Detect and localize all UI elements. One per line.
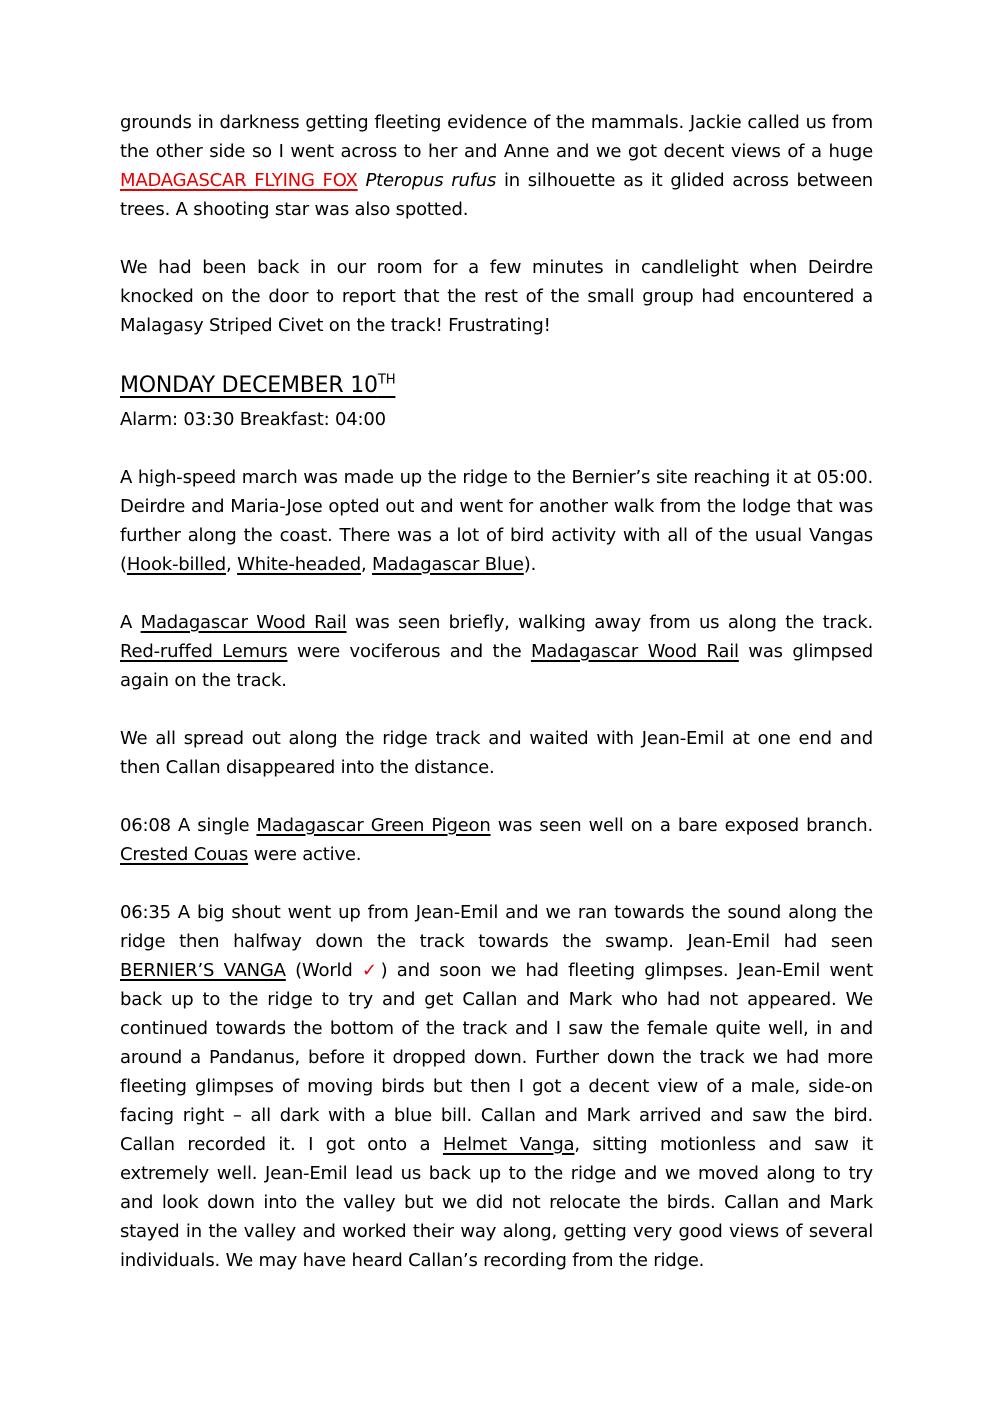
species-white-headed: White-headed — [237, 554, 361, 575]
text-run: MONDAY DECEMBER 10 — [120, 373, 378, 398]
text-run: , — [226, 554, 238, 575]
species-red-ruffed-lemurs: Red-ruffed Lemurs — [120, 641, 288, 662]
text-run: (World — [285, 960, 362, 981]
paragraph-high-speed-march — [120, 463, 873, 579]
species-helmet-vanga: Helmet Vanga — [442, 1134, 575, 1155]
paragraph-flying-fox — [120, 108, 873, 224]
species-madagascar-wood-rail: Madagascar Wood Rail — [140, 612, 347, 633]
text-run: A — [120, 612, 141, 633]
text-run: 06:35 A big shout went up from Jean-Emil and we ran towards the sound along the ridge then halfway down the track towards the swamp. Jean-Emil had seen — [120, 902, 873, 952]
text-run: was glimpsed again on the track. — [120, 641, 873, 691]
species-madagascar-blue: Madagascar Blue — [372, 554, 524, 575]
latin-name: Pteropus rufus — [365, 170, 497, 191]
text-run: grounds in darkness getting fleeting evidence of the mammals. Jackie called us from the other side so I went across to her and Anne and we got decent views of a huge — [120, 112, 873, 162]
paragraph-berniers-vanga — [120, 898, 873, 1275]
species-crested-couas: Crested Couas — [120, 844, 249, 865]
text-run: ) and soon we had fleeting glimpses. Jean-Emil went back up to the ridge to try and get Callan and Mark who had not appeared. We continued towards the bottom of the track and I saw the female quite well, in and around a Pandanus, before it dropped down. Further down the track we had more fleeting glimpses of moving birds but then I got a decent view of a male, side-on facing right – all dark with a blue bill. Callan and Mark arrived and saw the bird. Callan recorded it. I got onto a — [120, 960, 873, 1155]
text-run: were vociferous and the — [287, 641, 531, 662]
species-hook-billed: Hook-billed — [126, 554, 227, 575]
text-run: , sitting motionless and saw it extremely well. Jean-Emil lead us back up to the ridge and we moved along to try and look down into the valley but we did not relocate the birds. Callan and Mark stayed in the valley and worked their way along, getting very good views of several individuals. We may have heard Callan’s recording from the ridge. — [120, 1134, 873, 1271]
text-run: Alarm: 03:30 Breakfast: 04:00 — [120, 409, 386, 430]
text-run: was seen briefly, walking away from us along the track. — [346, 612, 873, 633]
text-run: were active. — [248, 844, 362, 865]
text-run: ). — [523, 554, 537, 575]
text-run: We all spread out along the ridge track and waited with Jean-Emil at one end and then Callan disappeared into the distance. — [120, 728, 873, 778]
heading-monday-december-10th — [120, 369, 873, 403]
species-madagascar-green-pigeon: Madagascar Green Pigeon — [256, 815, 491, 836]
text-run: A high-speed march was made up the ridge to the Bernier’s site reaching it at 05:00. Deirdre and Maria-Jose opted out and went for another walk from the lodge that was further along the coast. There was a lot of bird activity with all of the usual Vangas ( — [120, 467, 873, 575]
checkmark-icon: ✓ — [361, 960, 381, 981]
ordinal-suffix: TH — [377, 372, 396, 388]
text-run: , — [360, 554, 373, 575]
paragraph-green-pigeon — [120, 811, 873, 869]
paragraph-spread-out — [120, 724, 873, 782]
text-run: We had been back in our room for a few minutes in candlelight when Deirdre knocked on the door to report that the rest of the small group had encountered a Malagasy Striped Civet on the track! Frustrating! — [120, 257, 873, 336]
paragraph-civet — [120, 253, 873, 340]
species-berniers-vanga: BERNIER’S VANGA — [120, 960, 286, 981]
text-run: in silhouette as it glided across between trees. A shooting star was also spotted. — [120, 170, 873, 220]
species-madagascar-wood-rail: Madagascar Wood Rail — [530, 641, 739, 662]
paragraph-alarm-breakfast — [120, 405, 873, 434]
species-highlight-madagascar-flying-fox: MADAGASCAR FLYING FOX — [120, 170, 358, 191]
text-run: was seen well on a bare exposed branch. — [490, 815, 874, 836]
paragraph-wood-rail — [120, 608, 873, 695]
document-content — [120, 108, 873, 1275]
text-run: 06:08 A single — [120, 815, 257, 836]
